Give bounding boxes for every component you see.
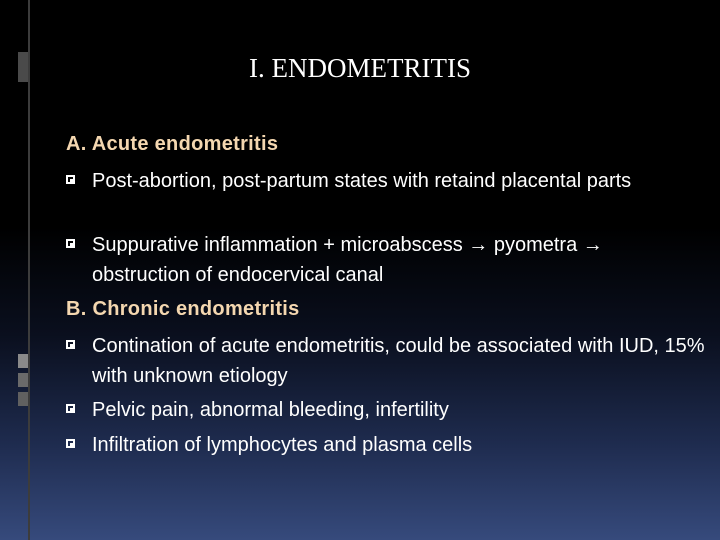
bullet-item <box>66 430 706 460</box>
bullet-text: Pelvic pain, abnormal bleeding, infertility <box>92 399 449 421</box>
bullet-item <box>66 166 706 196</box>
bullet-icon <box>66 175 75 184</box>
bullet-text: Infiltration of lymphocytes and plasma cells <box>92 434 473 456</box>
slide-title: I. ENDOMETRITIS <box>249 53 471 83</box>
bullet-item <box>66 331 706 391</box>
bullet-icon <box>66 404 75 413</box>
section-heading-chronic: B. Chronic endometritis <box>66 298 300 320</box>
accent-marker <box>18 373 28 387</box>
bullet-icon <box>66 340 75 349</box>
bullet-item <box>66 395 706 425</box>
accent-marker <box>18 354 28 368</box>
bullet-text: Suppurative inflammation + microabscess → pyometra → obstruction of endocervical canal <box>92 234 603 286</box>
accent-marker <box>18 392 28 406</box>
section-heading-acute: A. Acute endometritis <box>66 133 279 155</box>
bullet-text: Post-abortion, post-partum states with retaind placental parts <box>92 170 632 192</box>
bullet-icon <box>66 239 75 248</box>
bullet-item <box>66 230 706 290</box>
bullet-icon <box>66 439 75 448</box>
bullet-text: Contination of acute endometritis, could be associated with IUD, 15% with unknown etiology <box>92 335 705 387</box>
